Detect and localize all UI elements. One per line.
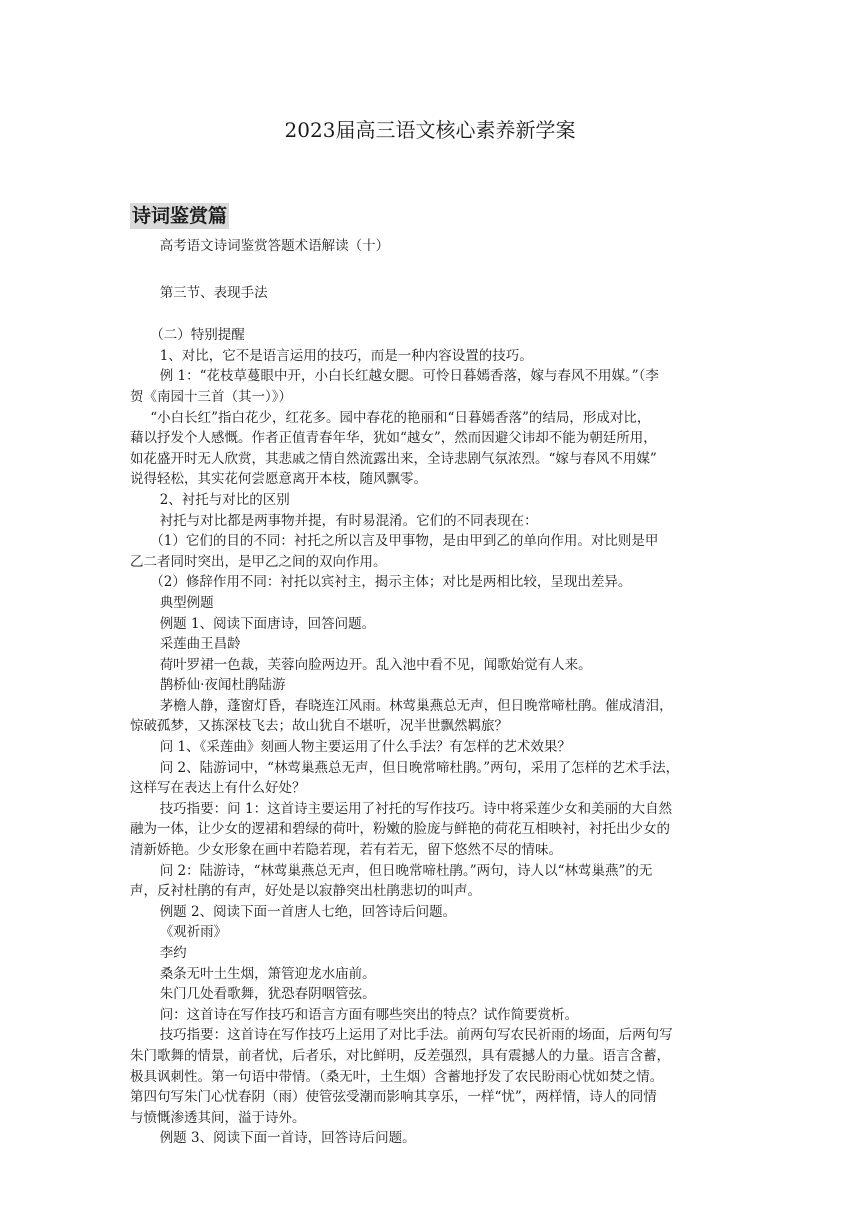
section-heading: 诗词鉴赏篇	[132, 205, 228, 227]
document-title: 2023届高三语文核心素养新学案	[284, 118, 576, 142]
question-line: 问 1、《采莲曲》刻画人物主要运用了什么手法？有怎样的艺术效果？	[159, 739, 571, 756]
paragraph-line: 融为一体，让少女的逻裙和碧绿的荷叶，粉嫩的脸庞与鲜艳的荷花互相映衬，衬托出少女的	[130, 821, 670, 838]
poem-line: 荷叶罗裙一色裁，芙蓉向脸两边开。乱入池中看不见，闻歌始觉有人来。	[159, 656, 592, 673]
chapter-heading: 第三节、表现手法	[159, 284, 268, 301]
question-line: 这样写在表达上有什么好处？	[130, 780, 306, 797]
paragraph-line: 技巧指要：问 1：这首诗主要运用了衬托的写作技巧。诗中将采莲少女和美丽的大自然	[159, 800, 673, 817]
paragraph-line: 极具讽刺性。第一句语中带情。（桑无叶，土生烟）含蓄地抒发了农民盼雨心忧如焚之情。	[130, 1068, 664, 1085]
paragraph-line: 技巧指要：这首诗在写作技巧上运用了对比手法。前两句写农民祈雨的场面，后两句写	[159, 1027, 673, 1044]
poem-title: 鹊桥仙·夜闻杜鹃陆游	[159, 677, 286, 694]
paragraph-line: 2、衬托与对比的区别	[159, 491, 290, 508]
subtitle: 高考语文诗词鉴赏答题术语解读（十）	[159, 238, 390, 254]
paragraph-line: （2）修辞作用不同：衬托以宾衬主，揭示主体；对比是两相比较，呈现出差异。	[150, 574, 632, 591]
poem-title: 采莲曲王昌龄	[159, 636, 241, 653]
paragraph-line: 问 2：陆游诗，“林莺巢燕总无声，但日晚常啼杜鹃。”两句，诗人以“林莺巢燕”的无	[159, 862, 653, 879]
paragraph-line: “小白长红”指白花少，红花多。园中春花的艳丽和“日暮嫣香落”的结局，形成对比，	[150, 409, 651, 426]
paragraph-line: （1）它们的目的不同：衬托之所以言及甲事物，是由甲到乙的单向作用。对比则是甲	[150, 533, 659, 550]
paragraph-line: 第四句写朱门心忧春阴（雨）使管弦受潮而影响其享乐，一样“忧”，两样情，诗人的同情	[130, 1089, 657, 1106]
question-line: 问 2、陆游词中，“林莺巢燕总无声，但日晚常啼杜鹃。”两句，采用了怎样的艺术手法，	[159, 759, 680, 776]
paragraph-line: 例题 3、阅读下面一首诗，回答诗后问题。	[159, 1130, 416, 1147]
paragraph-line: 贺《南园十三首（其一）》）	[130, 388, 292, 405]
paragraph-line: 1、对比，它不是语言运用的技巧，而是一种内容设置的技巧。	[159, 347, 533, 364]
paragraph-line: （二）特别提醒	[150, 327, 245, 344]
paragraph-line: 如花盛开时无人欣赏，其悲戚之情自然流露出来，全诗悲剧气氛浓烈。“嫁与春风不用媒”	[130, 450, 657, 467]
poem-line: 惊破孤梦，又拣深枝飞去；故山犹自不堪听，况半世飘然羁旅？	[130, 718, 508, 735]
document-body	[130, 236, 730, 1149]
paragraph-line: 例题 2、阅读下面一首唐人七绝，回答诗后问题。	[159, 903, 457, 920]
poem-author: 李约	[159, 945, 187, 961]
paragraph-line: 例 1：“花枝草蔓眼中开，小白长红越女腮。可怜日暮嫣香落，嫁与春风不用媒。”（李	[159, 368, 659, 385]
poem-line: 朱门几处看歌舞，犹恐春阴咽管弦。	[159, 986, 376, 1003]
paragraph-line: 衬托与对比都是两事物并提，有时易混淆。它们的不同表现在：	[159, 512, 538, 529]
paragraph-line: 典型例题	[159, 594, 214, 611]
paragraph-line: 朱门歌舞的情景，前者忧，后者乐，对比鲜明，反差强烈，具有震撼人的力量。语言含蓄，	[130, 1047, 670, 1064]
paragraph-line: 清新娇艳。少女形象在画中若隐若现，若有若无，留下悠然不尽的情味。	[130, 842, 562, 859]
poem-title: 《观祈雨》	[159, 924, 228, 941]
paragraph-line: 藉以抒发个人感慨。作者正值青春年华，犹如“越女”，然而因避父讳却不能为朝廷所用，	[130, 430, 657, 447]
question-line: 问：这首诗在写作技巧和语言方面有哪些突出的特点？试作简要赏析。	[159, 1006, 579, 1023]
poem-line: 桑条无叶土生烟，箫管迎龙水庙前。	[159, 965, 376, 982]
paragraph-line: 乙二者同时突出，是甲乙之间的双向作用。	[130, 553, 387, 570]
poem-line: 茅檐人静，蓬窗灯昏，春晓连江风雨。林莺巢燕总无声，但日晚常啼杜鹃。催成清泪，	[159, 697, 673, 714]
paragraph-line: 说得轻松，其实花何尝愿意离开本枝，随风飘零。	[130, 471, 427, 488]
paragraph-line: 声，反衬杜鹃的有声，好处是以寂静突出杜鹃悲切的叫声。	[130, 883, 481, 900]
paragraph-line: 与愤慨渗透其间，溢于诗外。	[130, 1109, 306, 1126]
paragraph-line: 例题 1、阅读下面唐诗，回答问题。	[159, 615, 376, 632]
